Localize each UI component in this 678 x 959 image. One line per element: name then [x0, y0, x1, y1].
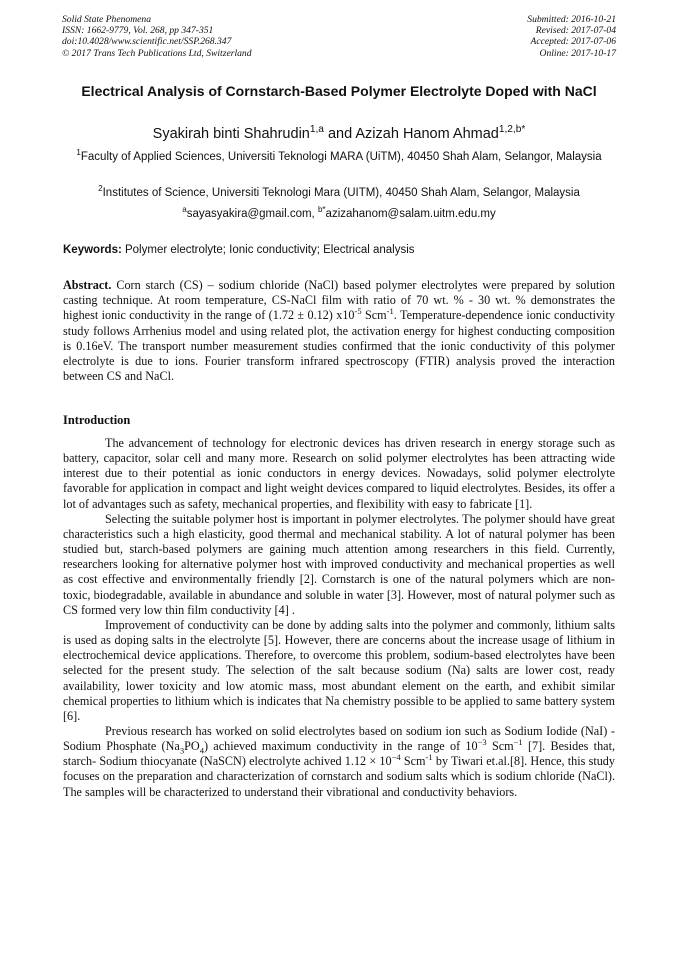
- abstract-text-3: . Temperature-dependence ionic conductivity study follows Arrhenius model and using related plot, the activation energy for highest conducting composition is 0.16eV. The transport number measurement studies confirmed that the ionic conductivity of this polymer electrolyte is due to ions. Fourier transform infrared spectroscopy (FTIR) analysis proved the interaction between CS and NaCl.: [63, 308, 615, 384]
- email-2[interactable]: azizahanom@salam.uitm.edu.my: [325, 208, 496, 220]
- p4-text-a: Previous research has worked on solid electrolytes based on sodium ion such as Sodium Iodide (NaI) -Sodium Phosphate (Na: [63, 723, 615, 754]
- journal-info: [62, 14, 252, 59]
- affiliation-1: [60, 150, 618, 165]
- affiliation-2-text: Institutes of Science, Universiti Teknologi Mara (UITM), 40450 Shah Alam, Selangor, Malaysia: [102, 187, 580, 199]
- abstract-label: Abstract.: [63, 278, 112, 292]
- keywords-text: Polymer electrolyte; Ionic conductivity; Electrical analysis: [121, 244, 415, 256]
- author-2: Azizah Hanom Ahmad: [355, 126, 499, 142]
- date-submitted: Submitted: 2016-10-21: [527, 14, 616, 25]
- journal-issn: ISSN: 1662-9779, Vol. 268, pp 347-351: [62, 25, 214, 37]
- intro-paragraph-1: The advancement of technology for electronic devices has driven research in energy storage such as battery, capacitor, solar cell and many more. Research on solid polymer electrolytes has been attracting wide interest due to their potential as ionic conductors in energy devices. Nowadays, solid polymer electrolyte favorable for application in compact and light weight devices compared to liquid electrolytes. Besides, its offer a lot of advantages such as safety, mechanical properties, and flexibility with easy to fabricate [1].: [63, 436, 615, 511]
- p4-text-e: [7]. Besides that, starch- Sodium thiocyanate (NaSCN) electrolyte achived 1.12 × 10: [63, 739, 615, 769]
- affiliation-2: [60, 186, 618, 201]
- email-1[interactable]: sayasyakira@gmail.com,: [186, 208, 318, 220]
- journal-header: [62, 14, 616, 59]
- intro-paragraph-4: [63, 724, 615, 800]
- p4-text-f: Scm: [400, 754, 426, 769]
- p4-sup-4: -1: [425, 752, 433, 763]
- abstract-text-1: Corn starch (CS) – sodium chloride (NaCl) based polymer electrolytes were prepared by solution casting technique. At room temperature, CS-NaCl film with ratio of 70 wt. % - 30 wt. % demonstrates the highest ionic conductivity in the range of (1.72 ± 0.12) x10: [63, 278, 615, 323]
- author-2-affiliation-mark: 1,2,b*: [498, 124, 526, 136]
- affiliation-1-text: Faculty of Applied Sciences, Universiti Teknologi MARA (UiTM), 40450 Shah Alam, Selangor, Malaysia: [80, 151, 602, 163]
- p4-sup-1: −3: [477, 737, 487, 748]
- email-2-mark: b*: [317, 205, 326, 215]
- keywords-label: Keywords:: [63, 244, 122, 256]
- abstract: [63, 278, 615, 384]
- introduction-body: [63, 436, 615, 800]
- p4-text-b: PO: [184, 739, 200, 754]
- section-heading-introduction: Introduction: [63, 413, 131, 427]
- p4-text-c: ) achieved maximum conductivity in the range of 10: [203, 739, 478, 754]
- journal-copyright: © 2017 Trans Tech Publications Ltd, Switzerland: [62, 47, 252, 59]
- abstract-text-2: Scm: [361, 308, 387, 323]
- journal-doi: doi:10.4028/www.scientific.net/SSP.268.347: [62, 36, 232, 48]
- p4-text-d: Scm: [486, 739, 514, 754]
- date-accepted: Accepted: 2017-07-06: [530, 36, 616, 48]
- p4-text-g: by Tiwari et.al.[8]. Hence, this study focuses on the preparation and characterization of cornstarch and sodium salts which is sodium chloride (NaCl). The samples will be characterized to understand their vibrational and conductivity behaviors.: [63, 754, 615, 799]
- p4-sub-1: 3: [179, 745, 185, 756]
- publication-dates: [527, 14, 616, 59]
- email-1-mark: a: [182, 205, 187, 215]
- abstract-exponent-1: -5: [354, 306, 362, 317]
- date-online: Online: 2017-10-17: [539, 47, 616, 59]
- p4-sup-2: −1: [513, 737, 523, 748]
- p4-sub-2: 4: [199, 745, 204, 756]
- author-line: [40, 125, 638, 143]
- email-line: [60, 207, 618, 222]
- p4-sup-3: −4: [391, 752, 401, 763]
- intro-paragraph-2: Selecting the suitable polymer host is important in polymer electrolytes. The polymer should have great characteristics such a high elasticity, good thermal and mechanical stability. A lot of natural polymer has been studied but, starch-based polymers are gaining much attention among researchers in this field. Currently, researchers looking for alternative polymer host with improved conductivity and mechanical properties as well as cost effective and environmentally friendly [2]. Cornstarch is one of the natural polymers which are non-toxic, biodegradable, available in abundance and soluble in water [3]. However, most of natural polymer such as CS formed very low thin film conductivity [4] .: [63, 511, 615, 617]
- author-1-affiliation-mark: 1,a: [309, 124, 324, 136]
- author-conjunction: and: [323, 126, 356, 142]
- keywords: [63, 243, 618, 258]
- intro-paragraph-3: Improvement of conductivity can be done by adding salts into the polymer and commonly, lithium salts is used as doping salts in the electrolyte [5]. However, there are concerns about the increase usage of lithium in electrochemical device applications. Therefore, to overcome this problem, sodium-based electrolytes have been selected for the present study. The selection of the salt because sodium (Na) salts are lower cost, ready availability, lower toxicity and low atomic mass, most abundant element on the earth, and exhibit similar chemical properties to lithium which is indicates that Na chemistry possible to be applied to same battery system [6].: [63, 617, 615, 723]
- affiliation-1-mark: 1: [76, 148, 81, 158]
- affiliation-2-mark: 2: [98, 184, 103, 194]
- paper-title: Electrical Analysis of Cornstarch-Based Polymer Electrolyte Doped with NaCl: [81, 83, 597, 99]
- abstract-exponent-2: -1: [386, 306, 394, 317]
- journal-name: Solid State Phenomena: [62, 14, 151, 25]
- date-revised: Revised: 2017-07-04: [535, 25, 616, 37]
- author-1: Syakirah binti Shahrudin: [152, 126, 310, 142]
